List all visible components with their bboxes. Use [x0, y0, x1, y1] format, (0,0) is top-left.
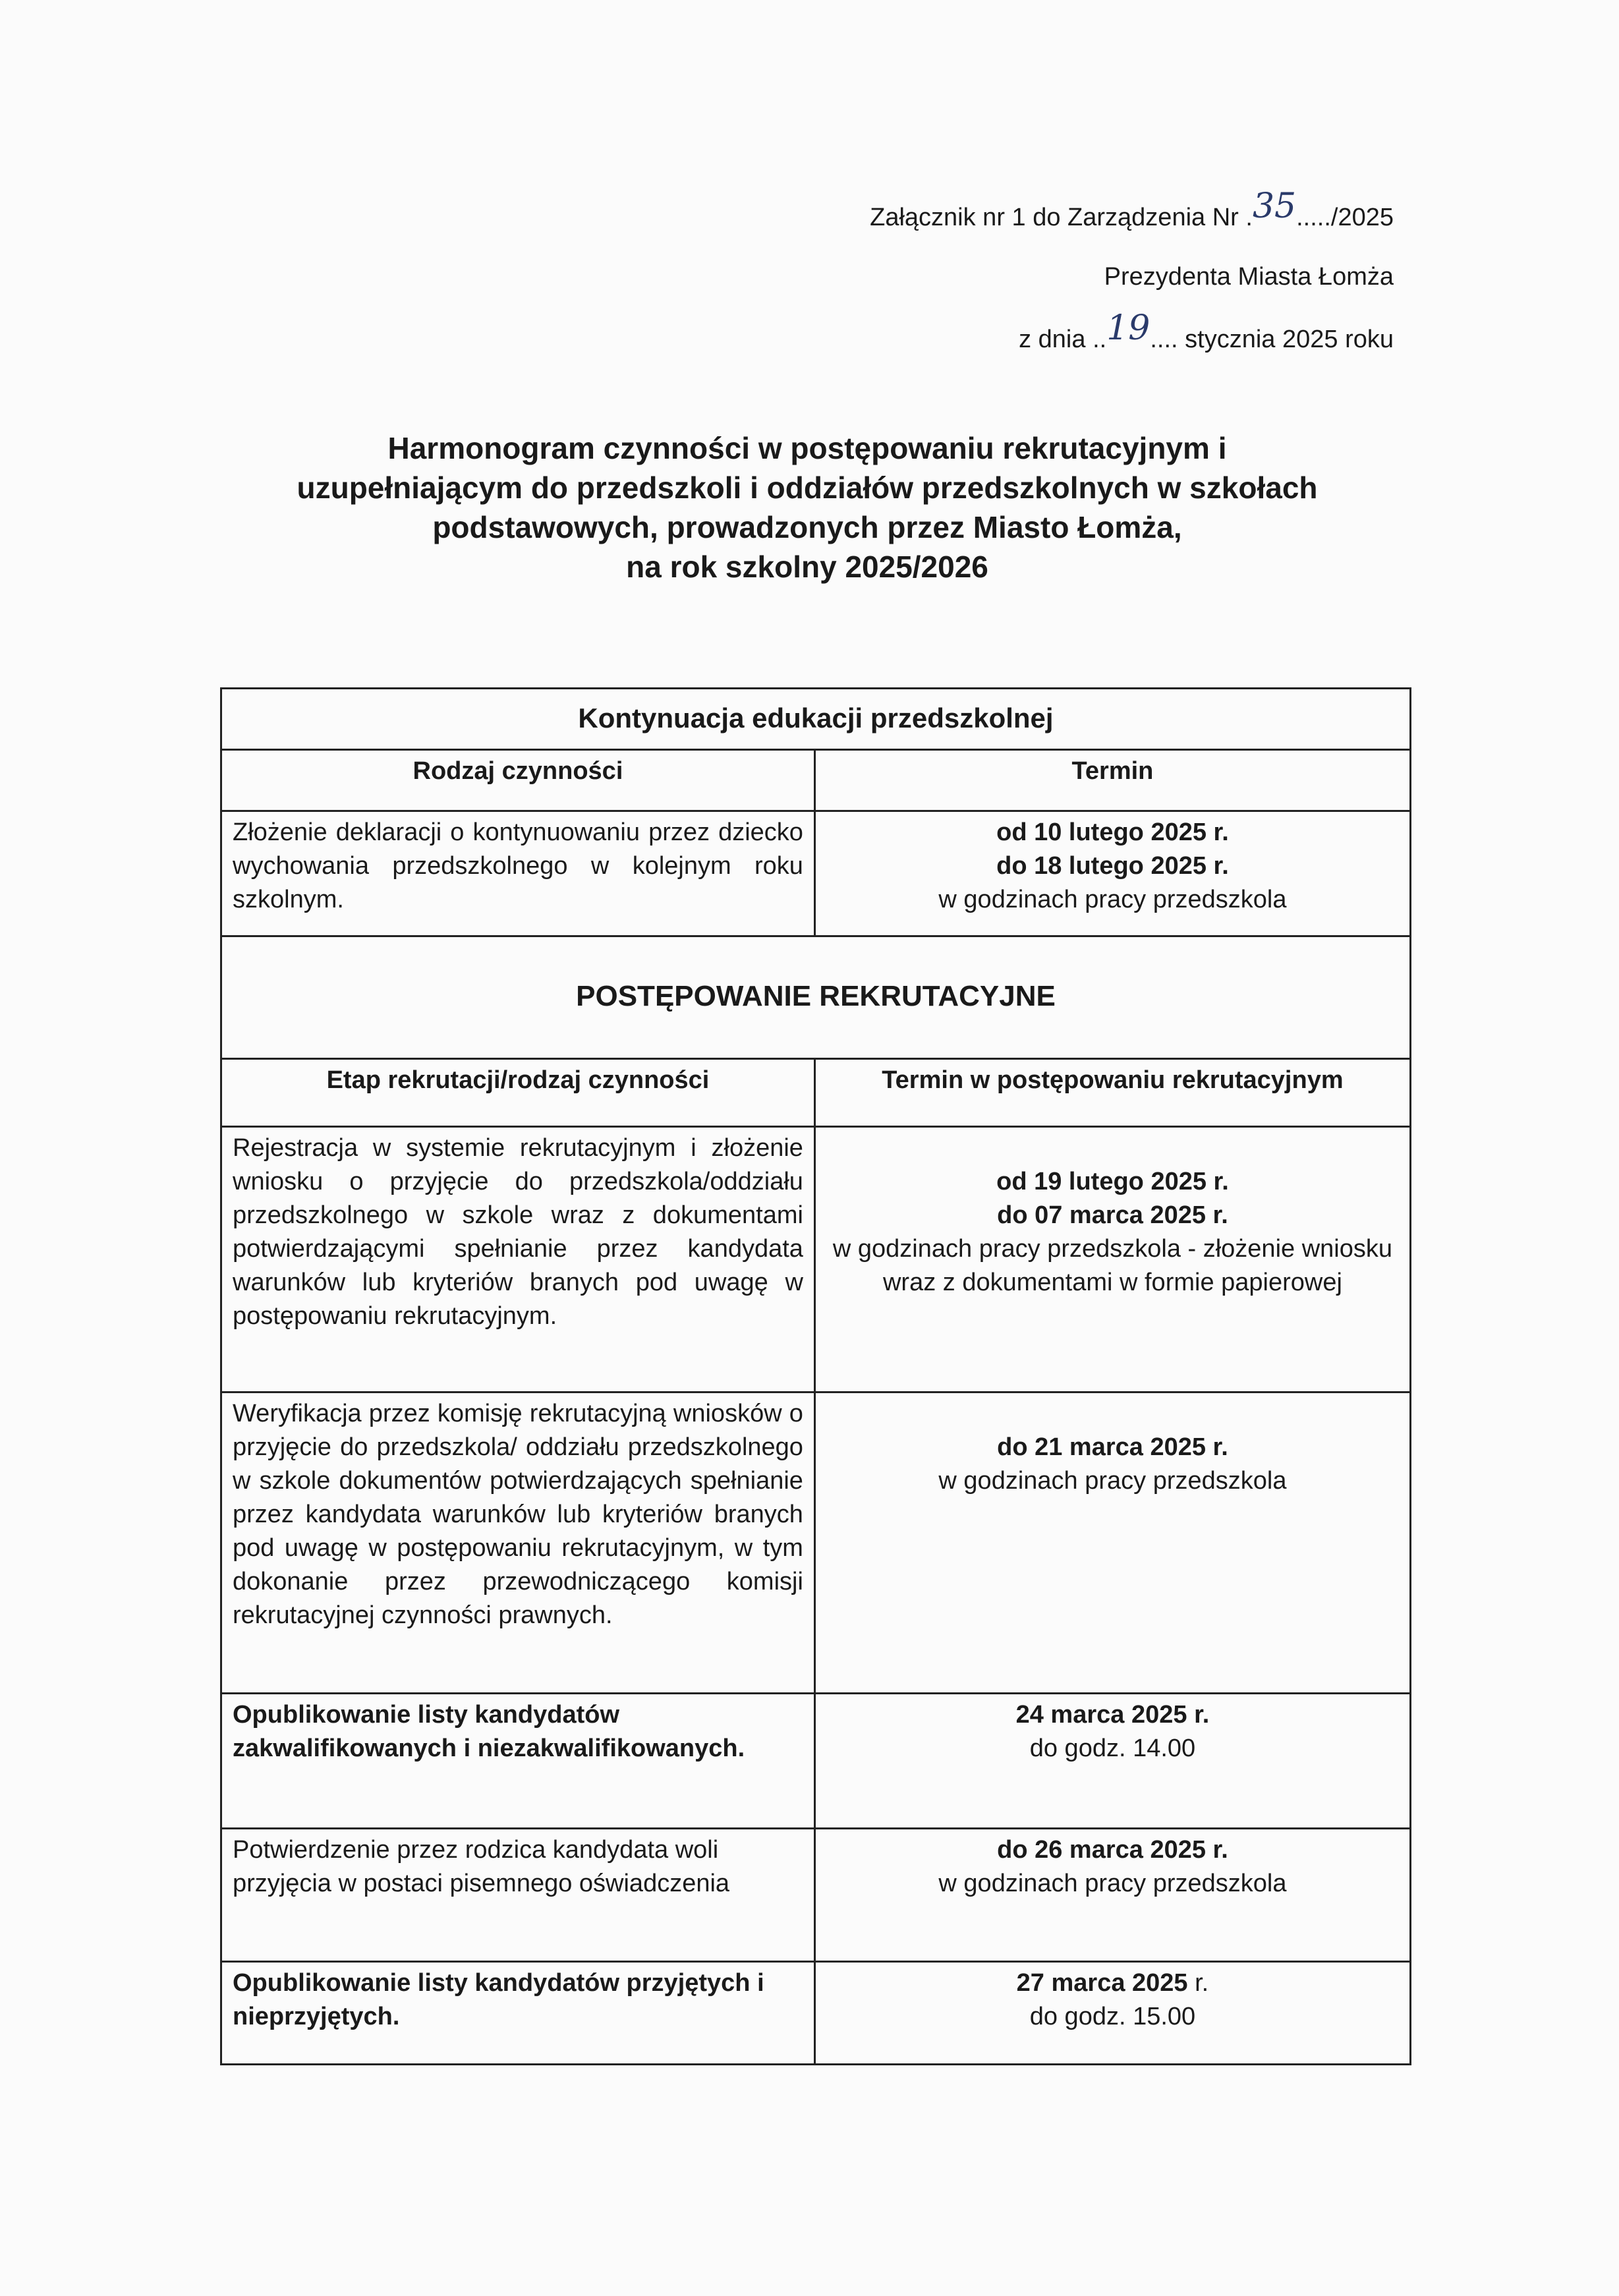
document-header [870, 185, 1394, 369]
activity-cell: Złożenie deklaracji o kontynuowaniu przez dziecko wychowania przedszkolnego w kolejnym roku szkolnym. [221, 811, 815, 936]
attachment-line: Załącznik nr 1 do Zarządzenia Nr .35...../2025 [870, 187, 1394, 231]
table-row [221, 1829, 1411, 1962]
column-header-recruitment-date: Termin w postępowaniu rekrutacyjnym [814, 1059, 1410, 1127]
date-cell: 24 marca 2025 r. do godz. 14.00 [814, 1694, 1410, 1829]
date-cell: do 26 marca 2025 r. w godzinach pracy przedszkola [814, 1829, 1410, 1962]
handwritten-number: 35 [1252, 187, 1297, 226]
section-continuation-title: Kontynuacja edukacji przedszkolnej [221, 689, 1411, 750]
document-title: Harmonogram czynności w postępowaniu rekrutacyjnym i uzupełniającym do przedszkoli i oddziałów przedszkolnych w szkołach podstawowych, prowadzonych przez Miasto Łomża, na rok szkolny 2025/2026 [297, 431, 1318, 584]
table-row [221, 1392, 1411, 1694]
date-line: z dnia ..19.... stycznia 2025 roku [1019, 308, 1394, 353]
activity-cell: Potwierdzenie przez rodzica kandydata woli przyjęcia w postaci pisemnego oświadczenia [221, 1829, 815, 1962]
section-header-row [221, 936, 1411, 1059]
table-row [221, 811, 1411, 936]
section-header-row [221, 689, 1411, 750]
issuer-line: Prezydenta Miasta Łomża [1104, 263, 1394, 291]
activity-cell: Opublikowanie listy kandydatów zakwalifikowanych i niezakwalifikowanych. [221, 1694, 815, 1829]
column-header-stage: Etap rekrutacji/rodzaj czynności [221, 1059, 815, 1127]
table-row [221, 1694, 1411, 1829]
activity-cell: Rejestracja w systemie rekrutacyjnym i złożenie wniosku o przyjęcie do przedszkola/oddziału przedszkolnego w szkole wraz z dokumentami potwierdzającymi spełnianie przez kandydata warunków lub kryteriów branych pod uwagę w postępowaniu rekrutacyjnym. [221, 1127, 815, 1392]
date-cell: od 19 lutego 2025 r. do 07 marca 2025 r. w godzinach pracy przedszkola - złożenie wniosku wraz z dokumentami w formie papierowej [814, 1127, 1410, 1392]
date-cell: od 10 lutego 2025 r. do 18 lutego 2025 r. w godzinach pracy przedszkola [814, 811, 1410, 936]
date-cell: 27 marca 2025 r. do godz. 15.00 [814, 1962, 1410, 2065]
column-header-row [221, 750, 1411, 811]
table-row [221, 1127, 1411, 1392]
schedule-table [220, 687, 1411, 2065]
handwritten-day: 19 [1106, 308, 1150, 348]
column-header-date: Termin [814, 750, 1410, 811]
date-cell: do 21 marca 2025 r. w godzinach pracy przedszkola [814, 1392, 1410, 1694]
table-row [221, 1962, 1411, 2065]
activity-cell: Weryfikacja przez komisję rekrutacyjną wniosków o przyjęcie do przedszkola/ oddziału przedszkolnego w szkole dokumentów potwierdzających spełnianie przez kandydata warunków lub kryteriów branych pod uwagę w postępowaniu rekrutacyjnym, w tym dokonanie przez przewodniczącego komisji rekrutacyjnej czynności prawnych. [221, 1392, 815, 1694]
column-header-activity: Rodzaj czynności [221, 750, 815, 811]
activity-cell: Opublikowanie listy kandydatów przyjętych i nieprzyjętych. [221, 1962, 815, 2065]
column-header-row [221, 1059, 1411, 1127]
section-recruitment-title: POSTĘPOWANIE REKRUTACYJNE [221, 936, 1411, 1059]
